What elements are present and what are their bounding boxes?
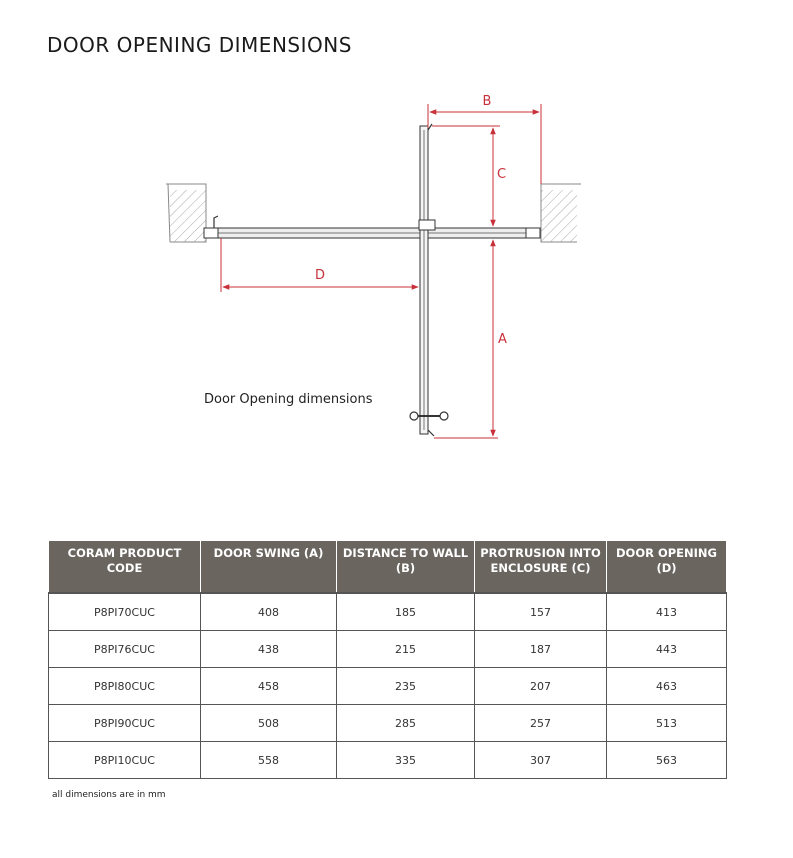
header-door-opening: DOOR OPENING (D) (607, 541, 727, 594)
footnote: all dimensions are in mm (52, 790, 166, 800)
door-opening-cell: 563 (607, 742, 727, 779)
protrusion-cell: 257 (475, 705, 607, 742)
table-row (49, 742, 727, 779)
door-swing-cell: 458 (201, 668, 337, 705)
dimension-d (221, 238, 418, 292)
dimension-d-label: D (314, 268, 326, 283)
product-code-cell: P8PI10CUC (49, 742, 201, 779)
distance-to-wall-cell: 285 (337, 705, 475, 742)
door-swing-cell: 558 (201, 742, 337, 779)
distance-to-wall-cell: 335 (337, 742, 475, 779)
product-code-cell: P8PI76CUC (49, 631, 201, 668)
protrusion-cell: 307 (475, 742, 607, 779)
door-swing-cell: 408 (201, 593, 337, 631)
door-swing-cell: 508 (201, 705, 337, 742)
table-row (49, 631, 727, 668)
left-wall (166, 184, 206, 242)
table-row (49, 705, 727, 742)
protrusion-cell: 187 (475, 631, 607, 668)
door-swing-cell: 438 (201, 631, 337, 668)
product-code-cell: P8PI70CUC (49, 593, 201, 631)
page-title: DOOR OPENING DIMENSIONS (47, 33, 352, 57)
dimension-c-label: C (497, 167, 507, 182)
fixed-panel (204, 216, 540, 238)
table-row (49, 668, 727, 705)
table-header-row (49, 541, 727, 594)
distance-to-wall-cell: 185 (337, 593, 475, 631)
distance-to-wall-cell: 235 (337, 668, 475, 705)
door-opening-cell: 413 (607, 593, 727, 631)
header-product-code: CORAM PRODUCT CODE (49, 541, 201, 594)
dimension-b (428, 94, 541, 184)
dimension-c (432, 126, 506, 226)
protrusion-cell: 207 (475, 668, 607, 705)
distance-to-wall-cell: 215 (337, 631, 475, 668)
diagram-caption: Door Opening dimensions (204, 392, 373, 407)
dimension-b-label: B (482, 94, 492, 109)
door-opening-cell: 513 (607, 705, 727, 742)
header-protrusion: PROTRUSION INTO ENCLOSURE (C) (475, 541, 607, 594)
table-row (49, 593, 727, 631)
door-opening-cell: 443 (607, 631, 727, 668)
header-door-swing: DOOR SWING (A) (201, 541, 337, 594)
dimension-a (434, 240, 507, 438)
protrusion-cell: 157 (475, 593, 607, 631)
door-opening-cell: 463 (607, 668, 727, 705)
dimensions-table (48, 540, 727, 779)
swing-door (419, 124, 435, 436)
product-code-cell: P8PI90CUC (49, 705, 201, 742)
header-distance-to-wall: DISTANCE TO WALL (B) (337, 541, 475, 594)
right-wall (541, 184, 581, 242)
dimension-a-label: A (498, 332, 507, 347)
door-handle (410, 412, 448, 420)
product-code-cell: P8PI80CUC (49, 668, 201, 705)
